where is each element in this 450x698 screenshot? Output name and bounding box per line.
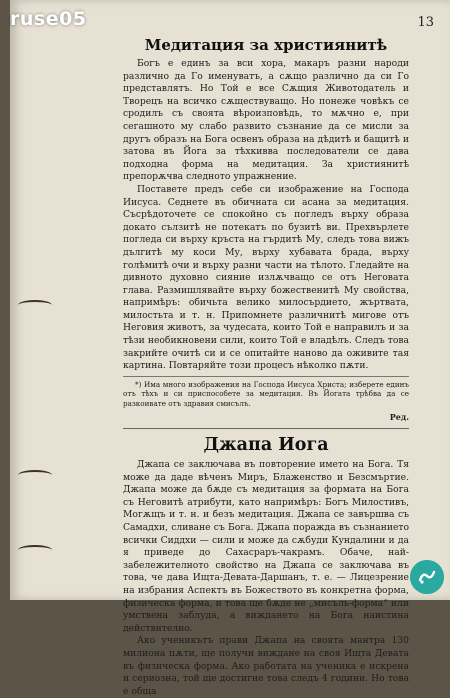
- paragraph: Поставете предъ себе си изображение на Господа Иисуса. Седнете въ обичната си асана за медитация. Съсрѣдоточете се спокойно съ погледъ върху образа докато сълзитѣ не потекатъ по бузитѣ ви. Прехвърлете погледа си върху кръста на гърдитѣ Му, следъ това вижъ дългитѣ му коси Му, върху хубавата брада, върху голѣмитѣ очи и върху разни части на тѣлото. Гледайте на дивното духовно сияние излѫчващо се отъ Неговата глава. Размишлявайте върху божественитѣ Му свойства, напримѣръ: обичьта велико милосърдието, жъртвата, милостьта и т. н. Припомнете различнитѣ мигове отъ Неговия животъ, за чудесата, които Той е направилъ и за тѣзи необикновени сили, които Той е владѣлъ. Следъ това закрийте очитѣ си и се опитайте наново да оживите тая картина. Повтаряйте този процесъ нѣколко пѫти.: [123, 183, 409, 372]
- binding-thread: [18, 545, 52, 555]
- footnote-text: *) Има много изображения на Господа Иисуса Христа; изберете единъ отъ тѣхъ и си приспособете за медитация. Въ Йогата трѣбва да се разкоивате отъ здравия смисълъ.: [123, 379, 409, 408]
- section-title-meditation: Медитация за християнитѣ: [144, 36, 388, 54]
- watermark: ruse05: [10, 8, 87, 30]
- section-title-japa-yoga: Джапа Иога: [203, 435, 329, 456]
- page-content: [123, 36, 409, 698]
- paragraph: Ако ученикътъ прави Джапа на своята мантра 130 милиона пѫти, ще получи виждане на своя Ищта Девата въ физическа форма. Ако работата на ученика е искрена и сериозна, той ще достигне това следъ 4 години. Но това е обща: [123, 635, 409, 697]
- editor-signature: Ред.: [389, 412, 409, 423]
- binding-thread: [18, 470, 52, 480]
- divider: [123, 428, 409, 429]
- marketplace-logo-icon: [410, 560, 444, 594]
- binding-thread: [18, 300, 52, 310]
- footnote: [123, 376, 409, 408]
- paragraph: Богъ е единъ за вси хора, макаръ разни народи различно да Го именуватъ, а сѫщо различно да си Го представлятъ. Но Той е все Сѫщия Животодатель и Творецъ на всичко сѫществуващо. Но понеже човѣкъ се сродилъ съ своята вѣроизповѣдь, то мѫчно е, при сегашното му слабо развито съзнание да се мисли за другъ образъ на Бога освенъ образа на дѣдитѣ и бащитѣ и затова въ Йога за тѣхкивва последователи се дава подходна форма на медитация. За християнитѣ препорѫчва следното упражнение.: [123, 58, 409, 183]
- paragraph: Джапа се заключава въ повторение името на Бога. Тя може да даде вѣченъ Миръ, Блаженство и Безсмъртие. Джапа може да бѫде съ медитация за формата на Бога съ Неговитѣ атрибути, като напримѣръ: Богъ Милостивъ, Могѫщъ и т. н. и безъ медитация. Джапа се завършва съ Самадхи, сливане съ Бога. Джапа поражда въ съзнанието всички Сиддхи — сили и може да сѫбуди Кундалини и да я приведе до Сахасраръ-чакрамъ. Обаче, най-забележителното свойство на Джапа се заключава въ това, че дава Ищта-Девата-Даршанъ, т. е. — Лицезрение на избрания Аспектъ въ Божеството въ конкретна форма, физическа форма, и това ще бѫде не „мисъль-форма“ или умствена заблуда, а виждането на Бога наистина действително.: [123, 459, 409, 634]
- page-number: 13: [417, 15, 434, 30]
- book-page: [10, 0, 450, 697]
